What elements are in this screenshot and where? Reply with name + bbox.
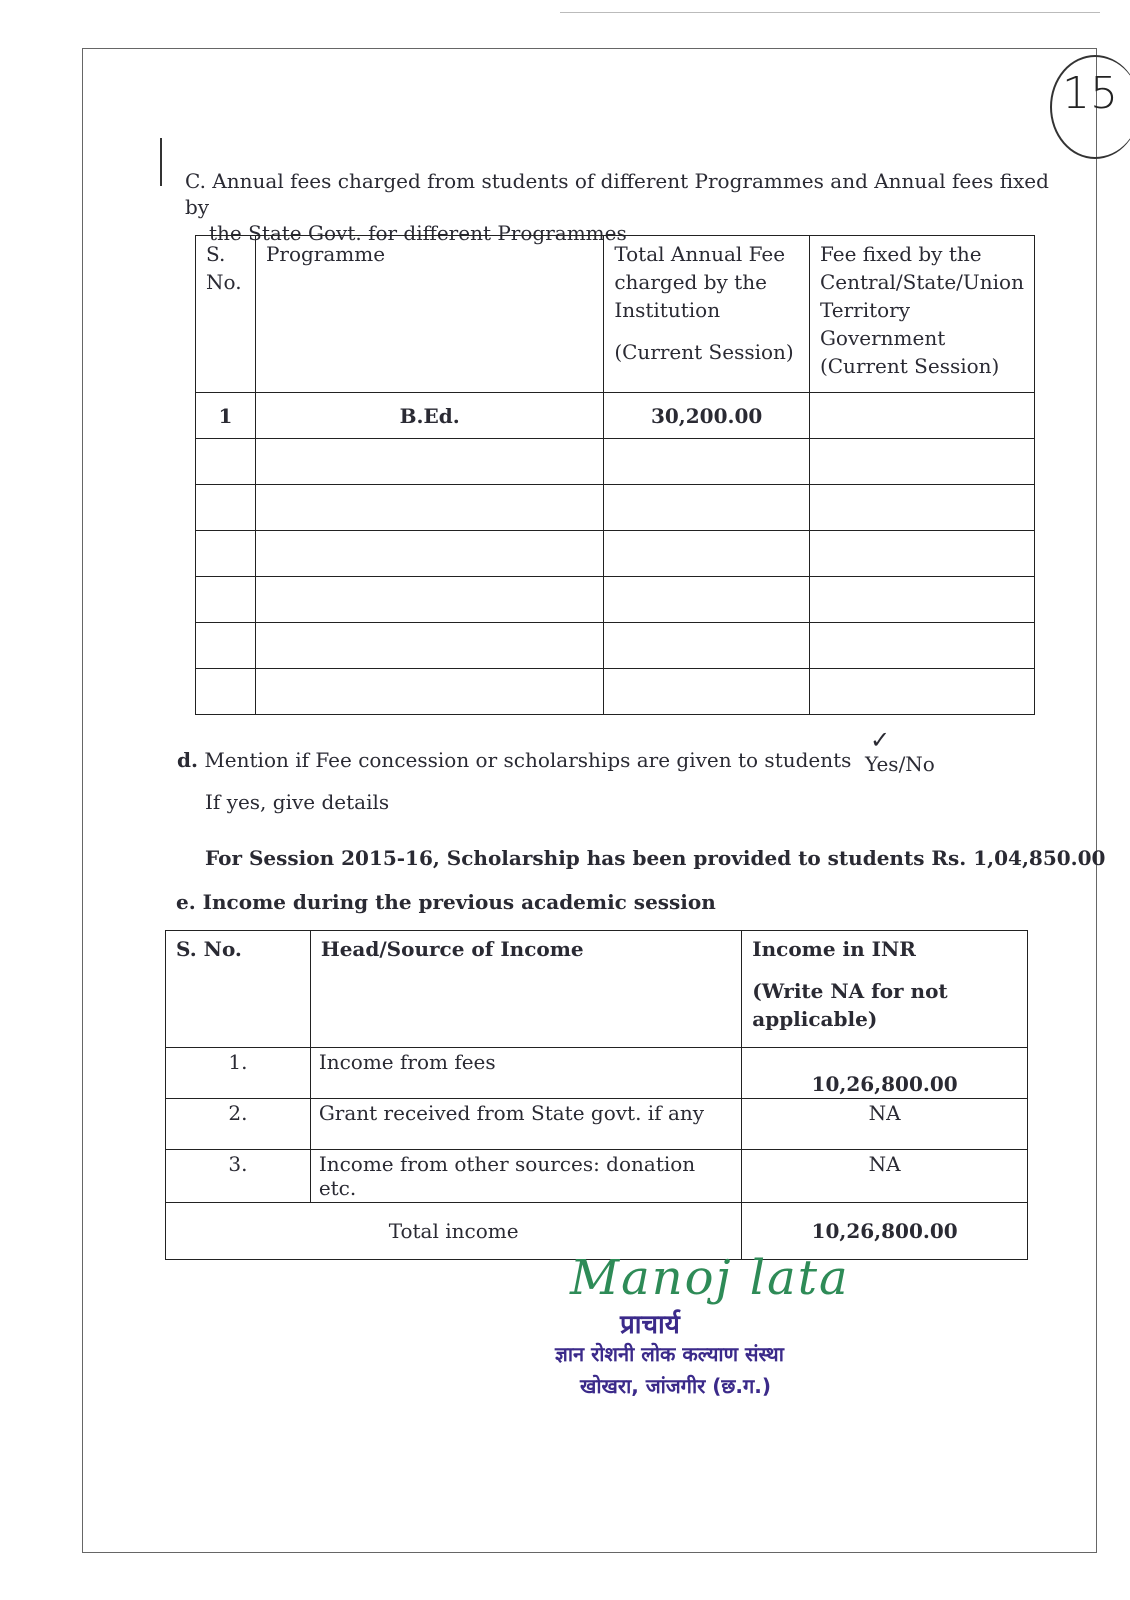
cell-programme xyxy=(255,531,603,577)
principal-signature: Manoj lata xyxy=(570,1250,850,1306)
cell-head: Grant received from State govt. if any xyxy=(310,1099,741,1150)
cell-head: Income from other sources: donation etc. xyxy=(310,1150,741,1203)
cell-amount: NA xyxy=(742,1099,1028,1150)
header-sno-line2: No. xyxy=(206,270,242,294)
cell-total-fee: 30,200.00 xyxy=(604,393,810,439)
cell-total-fee xyxy=(604,669,810,715)
cell-sno: 3. xyxy=(166,1150,311,1203)
cell-fixed-fee xyxy=(809,623,1034,669)
fees-table xyxy=(195,235,1035,715)
cell-head: Income from fees xyxy=(310,1048,741,1099)
section-d-text: Mention if Fee concession or scholarships are given to students xyxy=(204,748,852,772)
section-d-letter: d. xyxy=(177,748,198,772)
table-row xyxy=(196,393,1035,439)
section-c-line1: C. Annual fees charged from students of different Programmes and Annual fees fixed by xyxy=(185,169,1049,219)
total-label: Total income xyxy=(166,1203,742,1260)
cell-programme xyxy=(255,623,603,669)
income-table-header xyxy=(166,931,1028,1048)
cell-amount: NA xyxy=(742,1150,1028,1203)
cell-sno xyxy=(196,669,256,715)
header-sno: S. No. xyxy=(166,931,311,1048)
cell-total-fee xyxy=(604,623,810,669)
table-row xyxy=(196,623,1035,669)
cell-total-fee xyxy=(604,531,810,577)
cell-sno xyxy=(196,485,256,531)
section-c-line2: the State Govt. for different Programmes xyxy=(209,221,627,245)
cell-sno: 2. xyxy=(166,1099,311,1150)
cell-programme xyxy=(255,439,603,485)
cell-programme xyxy=(255,669,603,715)
stamp-institution: ज्ञान रोशनी लोक कल्याण संस्था xyxy=(555,1342,784,1366)
cell-sno: 1. xyxy=(166,1048,311,1099)
stamp-location: खोखरा, जांजगीर (छ.ग.) xyxy=(580,1374,772,1398)
header-total-fee-session: (Current Session) xyxy=(614,340,794,364)
table-row xyxy=(196,577,1035,623)
section-e-heading: e. Income during the previous academic session xyxy=(176,890,716,914)
cell-fixed-fee xyxy=(809,669,1034,715)
table-row xyxy=(166,1099,1028,1150)
page-number: 15 xyxy=(1062,68,1118,119)
cell-fixed-fee xyxy=(809,531,1034,577)
header-total-fee-text: Total Annual Fee charged by the Institution xyxy=(614,242,786,322)
top-edge-line xyxy=(560,12,1100,13)
table-row xyxy=(166,1048,1028,1099)
cell-programme xyxy=(255,577,603,623)
cell-programme: B.Ed. xyxy=(255,393,603,439)
checkmark-icon: ✓ xyxy=(870,726,891,754)
cell-total-fee xyxy=(604,439,810,485)
header-income-note: (Write NA for not applicable) xyxy=(752,979,948,1031)
header-fixed-fee: Fee fixed by the Central/State/Union Territory Government (Current Session) xyxy=(809,236,1034,393)
table-row xyxy=(196,485,1035,531)
table-row xyxy=(166,1150,1028,1203)
cell-amount: 10,26,800.00 xyxy=(742,1048,1028,1099)
cell-sno xyxy=(196,577,256,623)
cell-fixed-fee xyxy=(809,393,1034,439)
cell-total-fee xyxy=(604,485,810,531)
header-total-fee xyxy=(604,236,810,393)
table-row xyxy=(196,669,1035,715)
cell-sno xyxy=(196,623,256,669)
cell-programme xyxy=(255,485,603,531)
cell-sno xyxy=(196,439,256,485)
margin-mark xyxy=(160,138,162,186)
table-row xyxy=(196,531,1035,577)
scholarship-note: For Session 2015-16, Scholarship has been provided to students Rs. 1,04,850.00 xyxy=(205,846,1106,870)
section-d-question xyxy=(177,748,851,772)
total-amount: 10,26,800.00 xyxy=(742,1203,1028,1260)
stamp-title: प्राचार्य xyxy=(620,1310,680,1340)
header-head: Head/Source of Income xyxy=(310,931,741,1048)
table-row xyxy=(196,439,1035,485)
yes-no-option: Yes/No xyxy=(865,752,935,776)
cell-total-fee xyxy=(604,577,810,623)
header-sno-line1: S. xyxy=(206,242,226,266)
header-income-text: Income in INR xyxy=(752,937,916,961)
cell-sno xyxy=(196,531,256,577)
fees-table-header xyxy=(196,236,1035,393)
cell-fixed-fee xyxy=(809,439,1034,485)
if-yes-label: If yes, give details xyxy=(205,790,390,814)
cell-fixed-fee xyxy=(809,577,1034,623)
income-table xyxy=(165,930,1028,1260)
header-sno xyxy=(196,236,256,393)
header-income xyxy=(742,931,1028,1048)
cell-sno: 1 xyxy=(196,393,256,439)
cell-fixed-fee xyxy=(809,485,1034,531)
header-programme: Programme xyxy=(255,236,603,393)
